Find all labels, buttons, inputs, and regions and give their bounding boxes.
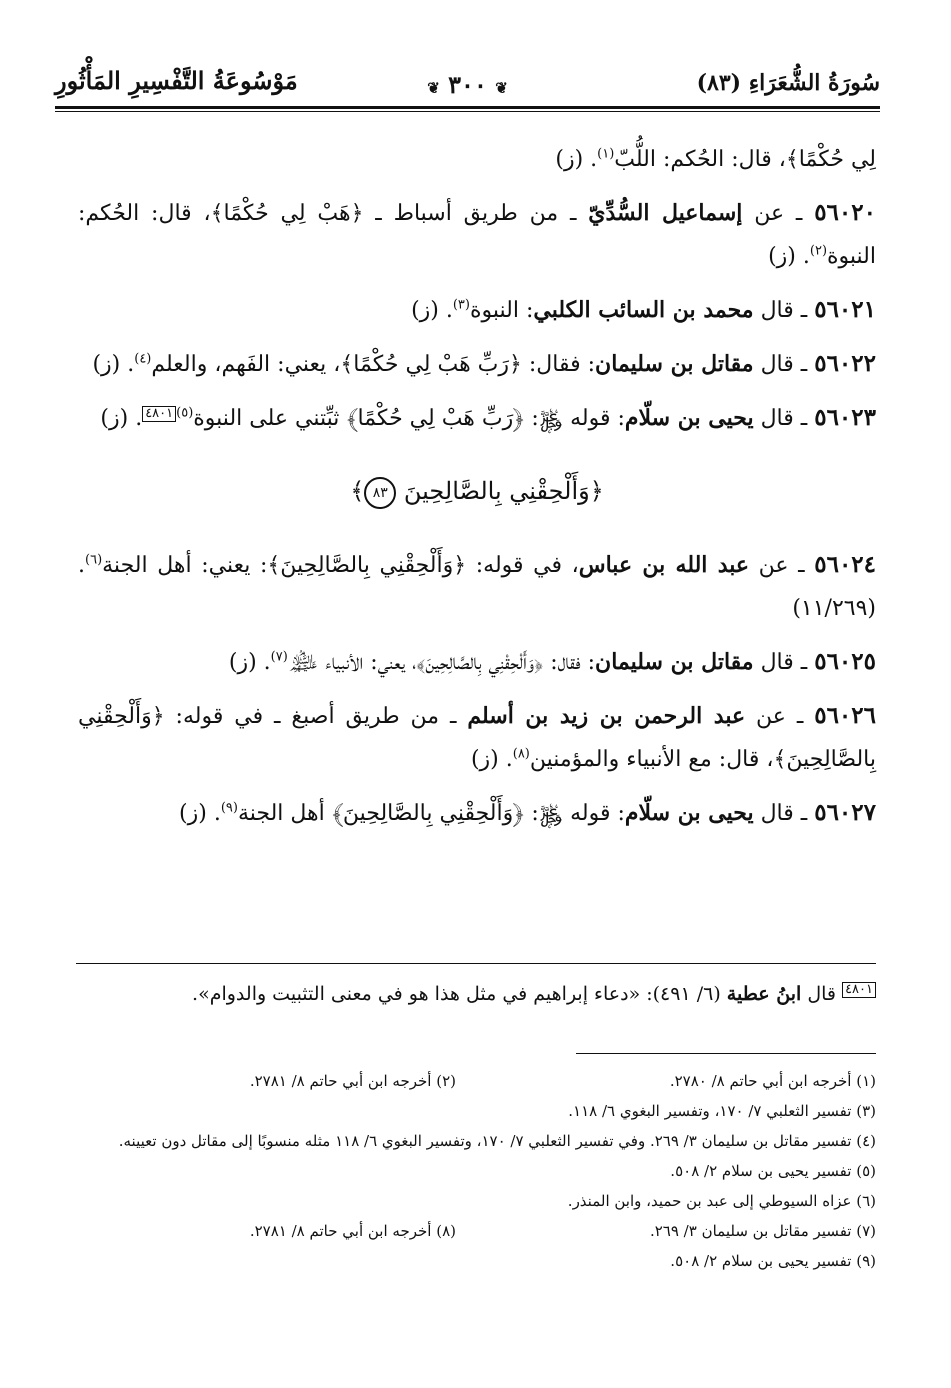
entry-number: ٥٦٠٢٣ <box>814 404 876 431</box>
entry-number: ٥٦٠٢٠ <box>814 199 876 226</box>
narrator-name: مقاتل بن سليمان <box>595 351 754 377</box>
entry-number: ٥٦٠٢٢ <box>814 350 876 377</box>
footnote: (٣) تفسير الثعلبي ٧/ ١٧٠، وتفسير البغوي ٦/ ١١٨. <box>568 1102 876 1120</box>
footnotes <box>76 1066 876 1276</box>
paragraph: ٥٦٠٢١ ـ قال محمد بن السائب الكلبي: النبوة$^{(٣)}$. (ز) <box>411 296 876 323</box>
footnote-separator <box>576 1053 876 1054</box>
narrator-name: يحيى بن سلّام <box>624 800 754 826</box>
narrator-name: إسماعيل السُّدِّيّ <box>588 200 743 226</box>
footnote: (٧) تفسير مقاتل بن سليمان ٣/ ٢٦٩. <box>649 1222 876 1240</box>
scholar-name: ابنُ عطية <box>726 983 802 1005</box>
footnote-row <box>76 1066 876 1096</box>
footnote: (١) أخرجه ابن أبي حاتم ٨/ ٢٧٨٠. <box>669 1072 876 1090</box>
paragraph: ٥٦٠٢٧ ـ قال يحيى بن سلّام: قوله ﷿: ﴿وَأَلْحِقْنِي بِالصَّالِحِينَ﴾ أهل الجنة$^{(٩)}$. (ز) <box>179 799 876 826</box>
entry-number: ٥٦٠٢١ <box>814 296 876 323</box>
footnote: (٩) تفسير يحيى بن سلام ٢/ ٥٠٨. <box>670 1252 876 1270</box>
surah-title: سُورَةُ الشُّعَرَاءِ (٨٣) <box>696 70 880 96</box>
paragraph: ٥٦٠٢٦ ـ عن عبد الرحمن بن زيد بن أسلم ـ من طريق أصبغ ـ في قوله: ﴿وَأَلْحِقْنِي بِالصَّالِحِينَ﴾، قال: مع الأنبياء والمؤمنين$^{(٨)}$. (ز) <box>78 702 876 772</box>
entry-number: ٥٦٠٢٤ <box>814 551 877 578</box>
footnote-row <box>76 1216 876 1246</box>
paragraph: ٥٦٠٢٣ ـ قال يحيى بن سلّام: قوله ﷿: ﴿رَبِّ هَبْ لِي حُكْمًا﴾ ثبِّتني على النبوة$^{(٥)}$٤٨٠١. (ز) <box>100 404 876 431</box>
header-rule <box>55 106 880 109</box>
narrator-name: عبد الرحمن بن زيد بن أسلم <box>467 703 746 729</box>
verse-heading: ﴿وَأَلْحِقْنِي بِالصَّالِحِينَ ٨٣﴾ <box>78 470 876 513</box>
narrator-name: يحيى بن سلّام <box>624 405 754 431</box>
verse-number-badge: ٨٣ <box>364 477 396 509</box>
footnote: (٨) أخرجه ابن أبي حاتم ٨/ ٢٧٨١. <box>249 1222 456 1240</box>
header-rule-thin <box>55 111 880 112</box>
narrator-name: عبد الله بن عباس <box>578 552 750 578</box>
page-number-block <box>427 70 508 99</box>
page-number: ٣٠٠ <box>448 70 487 99</box>
paragraph: ٥٦٠٢٥ ـ قال مقاتل بن سليمان: فقال: ﴿وَأَلْحِقْنِي بِالصَّالِحِينَ﴾، يعني: الأنبياء ﵈$^{(٧)}$. (ز) <box>228 648 876 675</box>
narrator-name: مقاتل بن سليمان <box>595 649 754 675</box>
main-text <box>78 138 876 845</box>
paragraph: ٥٦٠٢٤ ـ عن عبد الله بن عباس، في قوله: ﴿وَأَلْحِقْنِي بِالصَّالِحِينَ﴾: يعني: أهل الجنة$^{(٦)}$. (١١/٢٦٩) <box>78 551 877 621</box>
narrator-name: محمد بن السائب الكلبي <box>533 297 754 323</box>
section-separator <box>76 963 876 964</box>
paragraph: ٥٦٠٢٢ ـ قال مقاتل بن سليمان: فقال: ﴿رَبِّ هَبْ لِي حُكْمًا﴾، يعني: الفَهم، والعلم$^{(٤)}$. (ز) <box>92 350 876 377</box>
entry-number: ٥٦٠٢٧ <box>814 799 876 826</box>
editor-note: ٤٨٠١ قال ابنُ عطية (٦/ ٤٩١): «دعاء إبراهيم في مثل هذا هو في معنى التثبيت والدوام». <box>76 978 876 1010</box>
footnote: (٢) أخرجه ابن أبي حاتم ٨/ ٢٧٨١. <box>249 1072 456 1090</box>
page-header <box>55 62 880 110</box>
entry-number: ٥٦٠٢٥ <box>814 648 876 675</box>
paragraph: ٥٦٠٢٠ ـ عن إسماعيل السُّدِّيّ ـ من طريق أسباط ـ ﴿هَبْ لِي حُكْمًا﴾، قال: الحُكم: النبوة$^{(٢)}$. (ز) <box>78 199 876 269</box>
book-title: مَوْسُوعَةُ التَّفْسِيرِ المَأْثُورِ <box>55 66 298 95</box>
cross-reference-box: ٤٨٠١ <box>842 982 876 998</box>
ornament-icon: ❦ <box>427 79 440 97</box>
entry-number: ٥٦٠٢٦ <box>814 702 876 729</box>
footnote: (٤) تفسير مقاتل بن سليمان ٣/ ٢٦٩. وفي تفسير الثعلبي ٧/ ١٧٠، وتفسير البغوي ٦/ ١١٨ مثله منسوبًا إلى مقاتل دون تعيينه. <box>118 1132 876 1150</box>
paragraph: لِي حُكْمًا﴾، قال: الحُكم: اللُّبّ$^{(١)}$. (ز) <box>555 146 876 172</box>
cross-reference-box: ٤٨٠١ <box>142 406 176 422</box>
footnote: (٦) عزاه السيوطي إلى عبد بن حميد، وابن المنذر. <box>567 1192 876 1210</box>
footnote: (٥) تفسير يحيى بن سلام ٢/ ٥٠٨. <box>670 1162 876 1180</box>
ornament-icon: ❦ <box>495 79 508 97</box>
